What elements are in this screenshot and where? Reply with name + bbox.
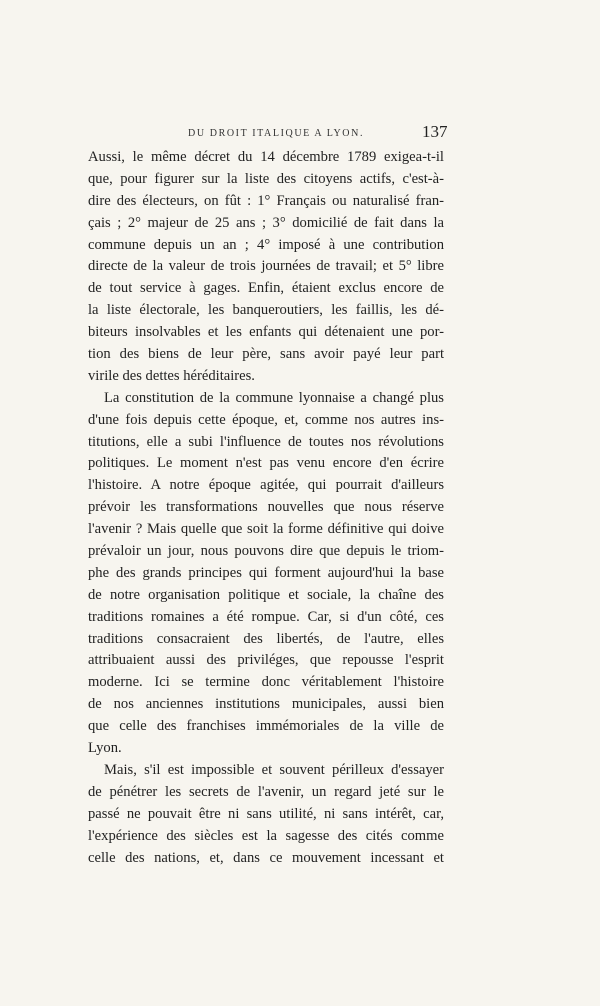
- text-line: biteurs insolvables et les enfants qui détenaient une por-: [88, 324, 444, 341]
- text-line: traditions romaines a été rompue. Car, si d'un côté, ces: [88, 608, 444, 625]
- text-line: directe de la valeur de trois journées de travail; et 5° libre: [88, 258, 444, 275]
- text-line: celle des nations, et, dans ce mouvement incessant et: [88, 849, 444, 866]
- text-line: la liste électorale, les banqueroutiers, les faillis, les dé-: [88, 302, 444, 319]
- text-line: de notre organisation politique et sociale, la chaîne des: [88, 586, 444, 603]
- text-line: que celle des franchises immémoriales de la ville de: [88, 718, 444, 735]
- text-line: prévaloir un jour, nous pouvons dire que depuis le triom-: [88, 543, 444, 560]
- body-text: [88, 147, 444, 869]
- text-line: passé ne pouvait être ni sans utilité, ni sans intérêt, car,: [88, 805, 444, 822]
- text-line: de pénétrer les secrets de l'avenir, un regard jeté sur le: [88, 783, 444, 800]
- text-line: l'histoire. A notre époque agitée, qui pourrait d'ailleurs: [88, 477, 444, 494]
- text-line: que, pour figurer sur la liste des citoyens actifs, c'est-à-: [88, 170, 444, 187]
- text-line: titutions, elle a subi l'influence de toutes nos révolutions: [88, 433, 444, 450]
- text-line: moderne. Ici se termine donc véritablement l'histoire: [88, 674, 444, 691]
- text-line: de tout service à gages. Enfin, étaient exclus encore de: [88, 280, 444, 297]
- text-line: l'expérience des siècles est la sagesse des cités comme: [88, 827, 444, 844]
- text-line: tion des biens de leur père, sans avoir payé leur part: [88, 346, 444, 363]
- running-head: DU DROIT ITALIQUE A LYON.: [188, 128, 365, 139]
- text-line: l'avenir ? Mais quelle que soit la forme définitive qui doive: [88, 521, 444, 538]
- text-line: attribuaient aussi des priviléges, que repousse l'esprit: [88, 652, 444, 669]
- text-line: Mais, s'il est impossible et souvent périlleux d'essayer: [104, 761, 444, 778]
- text-line: d'une fois depuis cette époque, et, comme nos autres ins-: [88, 411, 444, 428]
- text-line: Lyon.: [88, 740, 122, 757]
- text-line: phe des grands principes qui forment aujourd'hui la base: [88, 564, 444, 581]
- text-line: commune depuis un an ; 4° imposé à une contribution: [88, 236, 444, 253]
- text-line: Aussi, le même décret du 14 décembre 1789 exigea-t-il: [88, 149, 444, 165]
- text-line: dire des électeurs, on fût : 1° Français ou naturalisé fran-: [88, 192, 444, 209]
- text-line: çais ; 2° majeur de 25 ans ; 3° domicilié de fait dans la: [88, 214, 444, 231]
- text-line: traditions consacraient des libertés, de l'autre, elles: [88, 630, 444, 647]
- text-line: virile des dettes héréditaires.: [88, 367, 255, 384]
- text-line: de nos anciennes institutions municipales, aussi bien: [88, 696, 444, 713]
- page-number: 137: [422, 122, 448, 141]
- text-line: prévoir les transformations nouvelles que nous réserve: [88, 499, 444, 516]
- text-line: La constitution de la commune lyonnaise a changé plus: [104, 389, 444, 406]
- text-line: politiques. Le moment n'est pas venu encore d'en écrire: [88, 455, 444, 472]
